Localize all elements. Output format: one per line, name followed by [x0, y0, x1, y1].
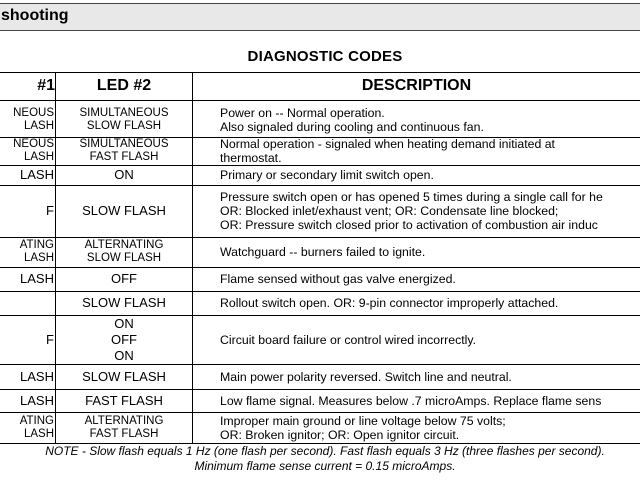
led2-text: ALTERNATING — [84, 239, 164, 251]
led2-text: SLOW FLASH — [82, 368, 166, 384]
description-cell — [220, 291, 640, 315]
led1-text: ATING — [19, 239, 54, 251]
led2-cell — [56, 237, 192, 267]
led2-text: OFF — [111, 331, 137, 347]
table-row — [0, 237, 640, 267]
led1-text: F — [46, 203, 54, 218]
diagnostic-codes-table — [0, 72, 640, 444]
section-title: shooting — [1, 7, 69, 24]
column-header-led2: LED #2 — [96, 77, 152, 94]
table-row — [0, 291, 640, 315]
table-row — [0, 315, 640, 364]
led1-text: NEOUS — [13, 106, 54, 119]
led1-text: NEOUS — [13, 138, 54, 150]
led2-cell — [56, 315, 192, 364]
description-cell — [220, 267, 640, 291]
led2-text: SIMULTANEOUS — [79, 138, 169, 150]
note-line: Minimum flame sense current = 0.15 microAmps. — [194, 459, 456, 473]
description-text: Flame sensed without gas valve energized. — [220, 272, 456, 286]
led2-text: FAST FLASH — [85, 392, 163, 408]
led1-cell — [0, 364, 54, 389]
led1-cell — [0, 137, 54, 165]
led1-cell — [0, 237, 54, 267]
led1-cell — [0, 315, 54, 364]
led1-cell — [0, 412, 54, 444]
led1-text: LASH — [20, 167, 54, 182]
table-row — [0, 185, 640, 237]
led2-text: ON — [114, 167, 134, 182]
description-cell — [220, 389, 640, 412]
led2-cell — [56, 185, 192, 237]
led2-cell — [56, 267, 192, 291]
description-cell — [220, 364, 640, 389]
led2-cell — [56, 137, 192, 165]
led2-cell — [56, 102, 192, 137]
led1-text: LASH — [20, 271, 54, 286]
led2-text: ALTERNATING — [84, 415, 164, 427]
led2-text: SIMULTANEOUS — [79, 106, 169, 119]
led1-text: LASH — [20, 368, 54, 384]
description-text: Improper main ground or line voltage below 75 volts; — [220, 414, 506, 428]
table-row — [0, 412, 640, 444]
section-header-bar — [0, 3, 640, 31]
description-cell — [220, 165, 640, 185]
description-text: Low flame signal. Measures below .7 microAmps. Replace flame sens — [220, 393, 602, 408]
table-row — [0, 165, 640, 185]
led2-cell — [56, 412, 192, 444]
table-title: DIAGNOSTIC CODES — [247, 48, 403, 65]
column-header-led1: #1 — [37, 77, 55, 94]
description-text: OR: Blocked inlet/exhaust vent; OR: Condensate line blocked; — [220, 204, 559, 218]
description-text: OR: Broken ignitor; OR: Open ignitor circuit. — [220, 428, 460, 442]
table-row — [0, 364, 640, 389]
description-cell — [220, 185, 640, 237]
description-text: Circuit board failure or control wired incorrectly. — [220, 332, 477, 347]
led1-cell — [0, 389, 54, 412]
led1-cell — [0, 185, 54, 237]
led1-cell — [0, 267, 54, 291]
led1-cell — [0, 102, 54, 137]
description-cell — [220, 237, 640, 267]
description-text: Main power polarity reversed. Switch line and neutral. — [220, 369, 512, 384]
led2-text: OFF — [111, 271, 137, 286]
led2-cell — [56, 291, 192, 315]
led2-text: SLOW FLASH — [86, 252, 162, 264]
led1-cell — [0, 291, 54, 315]
led1-text: LASH — [23, 252, 54, 264]
description-cell — [220, 102, 640, 137]
description-text: OR: Pressure switch closed prior to activation of combustion air induc — [220, 218, 598, 232]
description-cell — [220, 137, 640, 165]
description-text: Primary or secondary limit switch open. — [220, 168, 434, 182]
row-divider — [0, 100, 640, 101]
footnotes — [0, 444, 640, 474]
description-text: Power on -- Normal operation. — [220, 105, 385, 120]
led2-cell — [56, 165, 192, 185]
led1-text: LASH — [23, 151, 54, 163]
led1-text: LASH — [23, 428, 54, 440]
table-row — [0, 389, 640, 412]
led1-text: LASH — [23, 119, 54, 132]
led2-text: SLOW FLASH — [86, 119, 162, 132]
note-line: NOTE - Slow flash equals 1 Hz (one flash per second). Fast flash equals 3 Hz (three flashes per second). — [45, 444, 605, 458]
led2-text: SLOW FLASH — [82, 203, 166, 218]
led2-text: ON — [114, 347, 134, 363]
table-row — [0, 267, 640, 291]
description-cell — [220, 412, 640, 444]
column-header-description: DESCRIPTION — [361, 77, 472, 94]
description-text: thermostat. — [220, 151, 282, 165]
description-text: Rollout switch open. OR: 9-pin connector improperly attached. — [220, 296, 559, 310]
led2-text: FAST FLASH — [89, 428, 159, 440]
table-top-border — [0, 72, 640, 73]
led2-cell — [56, 389, 192, 412]
led2-text: ON — [114, 315, 134, 331]
description-cell — [220, 315, 640, 364]
description-text: Pressure switch open or has opened 5 times during a single call for he — [220, 190, 603, 204]
led1-text: F — [46, 331, 54, 347]
table-row — [0, 102, 640, 137]
table-row — [0, 137, 640, 165]
description-text: Normal operation - signaled when heating demand initiated at — [220, 137, 555, 151]
description-text: Watchguard -- burners failed to ignite. — [220, 245, 426, 259]
led2-text: SLOW FLASH — [82, 295, 166, 310]
led2-cell — [56, 364, 192, 389]
description-text: Also signaled during cooling and continuous fan. — [220, 119, 484, 134]
led1-text: ATING — [19, 415, 54, 427]
led1-cell — [0, 165, 54, 185]
led1-text: LASH — [20, 392, 54, 408]
led2-text: FAST FLASH — [89, 151, 159, 163]
